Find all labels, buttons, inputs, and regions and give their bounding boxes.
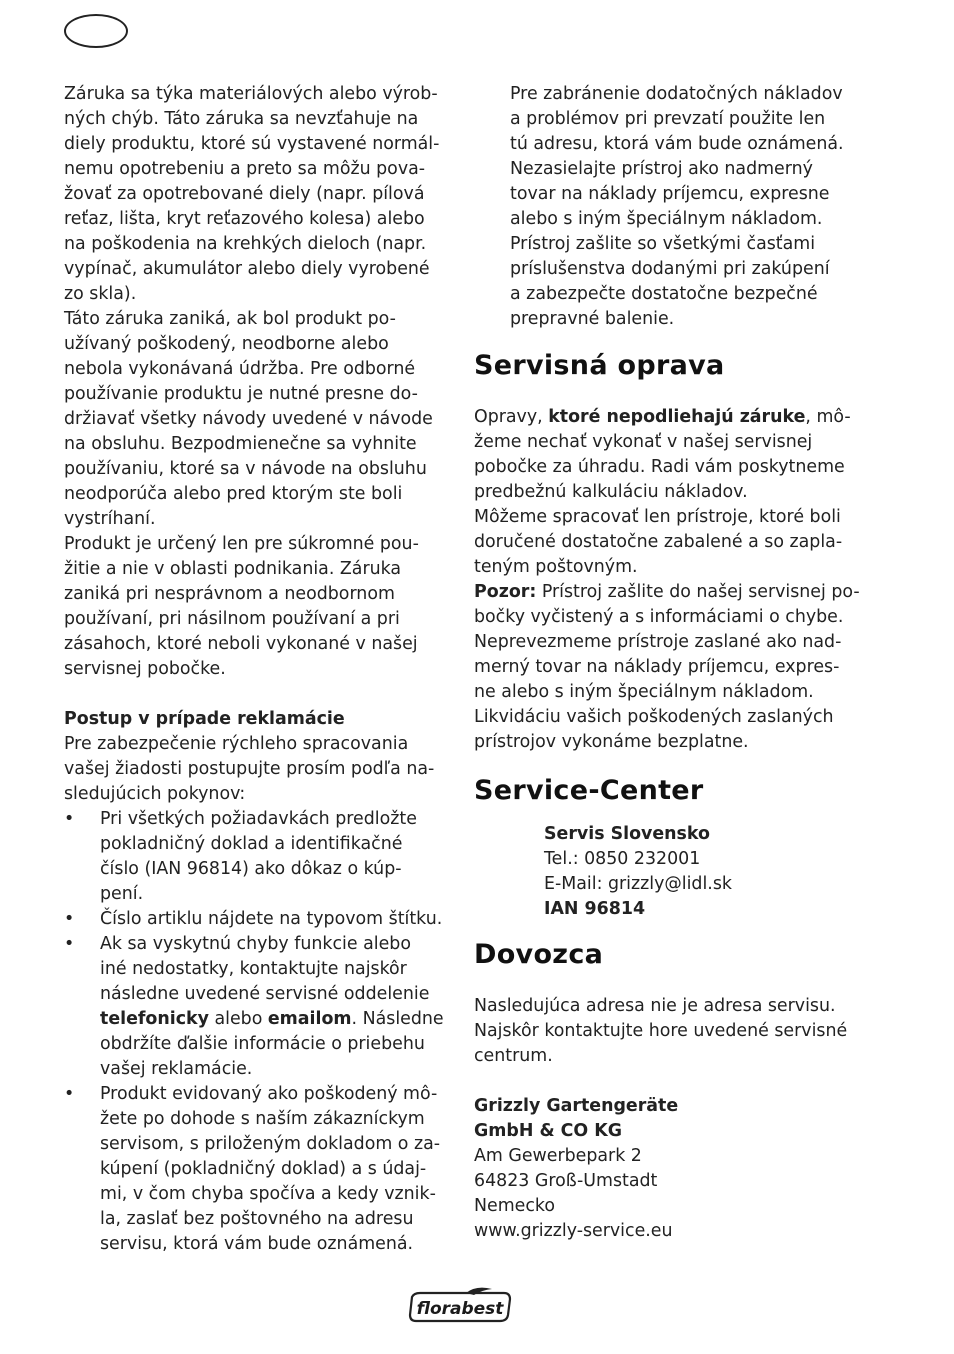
text-line: prístrojov vykonáme bezplatne.: [474, 732, 749, 752]
text-line: [100, 1007, 444, 1032]
claim-steps-list: [64, 807, 444, 1257]
text-line: Prístroj zašlite so všetkými časťami: [510, 234, 816, 254]
text-line: predbežnú kalkuláciu nákladov.: [474, 482, 748, 502]
text-line: prepravné balenie.: [510, 309, 675, 329]
warranty-paragraph-1: [64, 82, 444, 307]
text-line: žete po dohode s naším zákazníckym: [100, 1109, 425, 1129]
shipping-paragraph: [474, 82, 860, 332]
text-line: používaniu, ktoré sa v návode na obsluhu: [64, 459, 427, 479]
service-contact-block: [474, 822, 860, 922]
list-item: [64, 807, 444, 907]
text-line: ne alebo s iným špeciálnym nákladom.: [474, 682, 814, 702]
text-line: servisu, ktorá vám bude oznámená.: [100, 1234, 414, 1254]
company-name: Grizzly Gartengeräte: [474, 1096, 679, 1116]
service-phone: Tel.: 0850 232001: [544, 849, 701, 869]
text-fragment: alebo: [208, 1009, 268, 1029]
text-line: žeme nechať vykonať v našej servisnej: [474, 432, 813, 452]
text-line: a zabezpečte dostatočne bezpečné: [510, 284, 818, 304]
florabest-logo: [406, 1287, 514, 1325]
text-line: vašej žiadosti postupujte prosím podľa na-: [64, 759, 435, 779]
warranty-paragraph-2: [64, 307, 444, 532]
text-line: sledujúcich pokynov:: [64, 784, 246, 804]
text-line: alebo s iným špeciálnym nákladom.: [510, 209, 823, 229]
text-line: teným poštovným.: [474, 557, 638, 577]
text-line: pokladničný doklad a identifikačné: [100, 834, 403, 854]
address-city: 64823 Groß-Umstadt: [474, 1171, 658, 1191]
text-line: používanie produktu je nutné presne do-: [64, 384, 418, 404]
address-website: www.grizzly-service.eu: [474, 1221, 673, 1241]
text-line: Neprevezmeme prístroje zaslané ako nad-: [474, 632, 842, 652]
importer-title: Dovozca: [474, 939, 604, 970]
text-line: Nasledujúca adresa nie je adresa servisu.: [474, 996, 836, 1016]
list-item: [64, 907, 444, 932]
bold-not-warranty: ktoré nepodliehajú záruke: [548, 407, 806, 427]
text-line: iné nedostatky, kontaktujte najskôr: [100, 959, 407, 979]
text-line: vašej reklamácie.: [100, 1059, 253, 1079]
text-line: zásahoch, ktoré neboli vykonané v našej: [64, 634, 418, 654]
right-column: [474, 82, 860, 1244]
text-line: tovar na náklady príjemcu, expresne: [510, 184, 830, 204]
text-line: obdržíte ďalšie informácie o priebehu: [100, 1034, 425, 1054]
bold-phone: telefonicky: [100, 1009, 209, 1029]
text-line: žitie a nie v oblasti podnikania. Záruka: [64, 559, 402, 579]
text-line: vypínač, akumulátor alebo diely vyrobené: [64, 259, 430, 279]
text-fragment: Opravy,: [474, 407, 549, 427]
text-line: žovať za opotrebované diely (napr. pílová: [64, 184, 425, 204]
text-line: Produkt je určený len pre súkromné pou-: [64, 534, 419, 554]
text-line: nebola vykonávaná údržba. Pre odborné: [64, 359, 416, 379]
text-line: mi, v čom chyba spočíva a kedy vznik-: [100, 1184, 436, 1204]
text-line: Môžeme spracovať len prístroje, ktoré boli: [474, 507, 841, 527]
language-badge: [64, 14, 128, 48]
service-center-title: Service-Center: [474, 775, 704, 806]
text-line: kúpení (pokladničný doklad) a s údaj-: [100, 1159, 427, 1179]
text-line: zaniká pri nesprávnom a neodbornom: [64, 584, 395, 604]
text-line: Záruka sa týka materiálových alebo výrob-: [64, 84, 438, 104]
text-line: • Číslo artiklu nájdete na typovom štítku.: [100, 909, 443, 929]
text-line: [474, 580, 860, 605]
text-line: Najskôr kontaktujte hore uvedené servisné: [474, 1021, 848, 1041]
text-line: neodporúča alebo pred ktorým ste boli: [64, 484, 403, 504]
text-line: užívaný poškodený, neodborne alebo: [64, 334, 389, 354]
text-line: používaní, pri násilnom používaní a pri: [64, 609, 400, 629]
text-line: Pre zabezpečenie rýchleho spracovania: [64, 734, 409, 754]
text-line: bočky vyčistený a s informáciami o chybe.: [474, 607, 844, 627]
list-item: [64, 932, 444, 1082]
service-name: Servis Slovensko: [544, 824, 710, 844]
text-line: nemu opotrebeniu a preto sa môžu pova-: [64, 159, 426, 179]
text-line: • Produkt evidovaný ako poškodený mô-: [100, 1084, 438, 1104]
text-line: Pre zabránenie dodatočných nákladov: [510, 84, 843, 104]
claim-intro: [64, 732, 444, 807]
text-line: vystríhaní.: [64, 509, 156, 529]
text-line: doručené dostatočne zabalené a so zapla-: [474, 532, 843, 552]
text-line: servisnej pobočke.: [64, 659, 226, 679]
address-country: Nemecko: [474, 1196, 556, 1216]
repair-section-title: Servisná oprava: [474, 350, 725, 381]
list-item: [64, 1082, 444, 1257]
importer-address: [474, 1094, 860, 1244]
text-line: zo skla).: [64, 284, 137, 304]
warranty-paragraph-3: [64, 532, 444, 682]
text-line: na obsluhu. Bezpodmienečne sa vyhnite: [64, 434, 417, 454]
text-line: • Pri všetkých požiadavkách predložte: [100, 809, 417, 829]
text-line: servisom, s priloženým dokladom o za-: [100, 1134, 441, 1154]
text-line: následne uvedené servisné oddelenie: [100, 984, 430, 1004]
text-line: pobočke za úhradu. Radi vám poskytneme: [474, 457, 845, 477]
text-line: Likvidáciu vašich poškodených zaslaných: [474, 707, 834, 727]
text-line: merný tovar na náklady príjemcu, expres-: [474, 657, 840, 677]
address-street: Am Gewerbepark 2: [474, 1146, 642, 1166]
text-line: la, zaslať bez poštovného na adresu: [100, 1209, 414, 1229]
warning-label: Pozor:: [474, 582, 537, 602]
text-line: na poškodenia na krehkých dieloch (napr.: [64, 234, 427, 254]
text-line: príslušenstva dodanými pri zakúpení: [510, 259, 830, 279]
service-email: E-Mail: grizzly@lidl.sk: [544, 874, 732, 894]
bold-email: emailom: [267, 1009, 352, 1029]
company-legal-form: GmbH & CO KG: [474, 1121, 623, 1141]
text-line: • Ak sa vyskytnú chyby funkcie alebo: [100, 934, 411, 954]
text-line: pení.: [100, 884, 144, 904]
text-line: tú adresu, ktorá vám bude oznámená.: [510, 134, 844, 154]
text-fragment: . Následne: [351, 1009, 444, 1029]
left-column: [64, 82, 444, 1257]
claim-heading: Postup v prípade reklamácie: [64, 709, 345, 729]
text-line: [474, 405, 860, 430]
text-line: držiavať všetky návody uvedené v návode: [64, 409, 433, 429]
text-line: ných chýb. Táto záruka sa nevzťahuje na: [64, 109, 419, 129]
importer-note: [474, 994, 860, 1069]
service-ian: IAN 96814: [544, 899, 646, 919]
text-line: Táto záruka zaniká, ak bol produkt po-: [64, 309, 396, 329]
text-line: Nezasielajte prístroj ako nadmerný: [510, 159, 813, 179]
text-line: reťaz, lišta, kryt reťazového kolesa) alebo: [64, 209, 425, 229]
text-fragment: Prístroj zašlite do našej servisnej po-: [536, 582, 860, 602]
text-line: a problémov pri prevzatí použite len: [510, 109, 826, 129]
text-line: diely produktu, ktoré sú vystavené normál-: [64, 134, 440, 154]
repair-paragraph: [474, 405, 860, 755]
logo-wordmark: florabest: [416, 1299, 504, 1319]
text-line: číslo (IAN 96814) ako dôkaz o kúp-: [100, 859, 402, 879]
text-line: centrum.: [474, 1046, 553, 1066]
text-fragment: , mô-: [805, 407, 851, 427]
